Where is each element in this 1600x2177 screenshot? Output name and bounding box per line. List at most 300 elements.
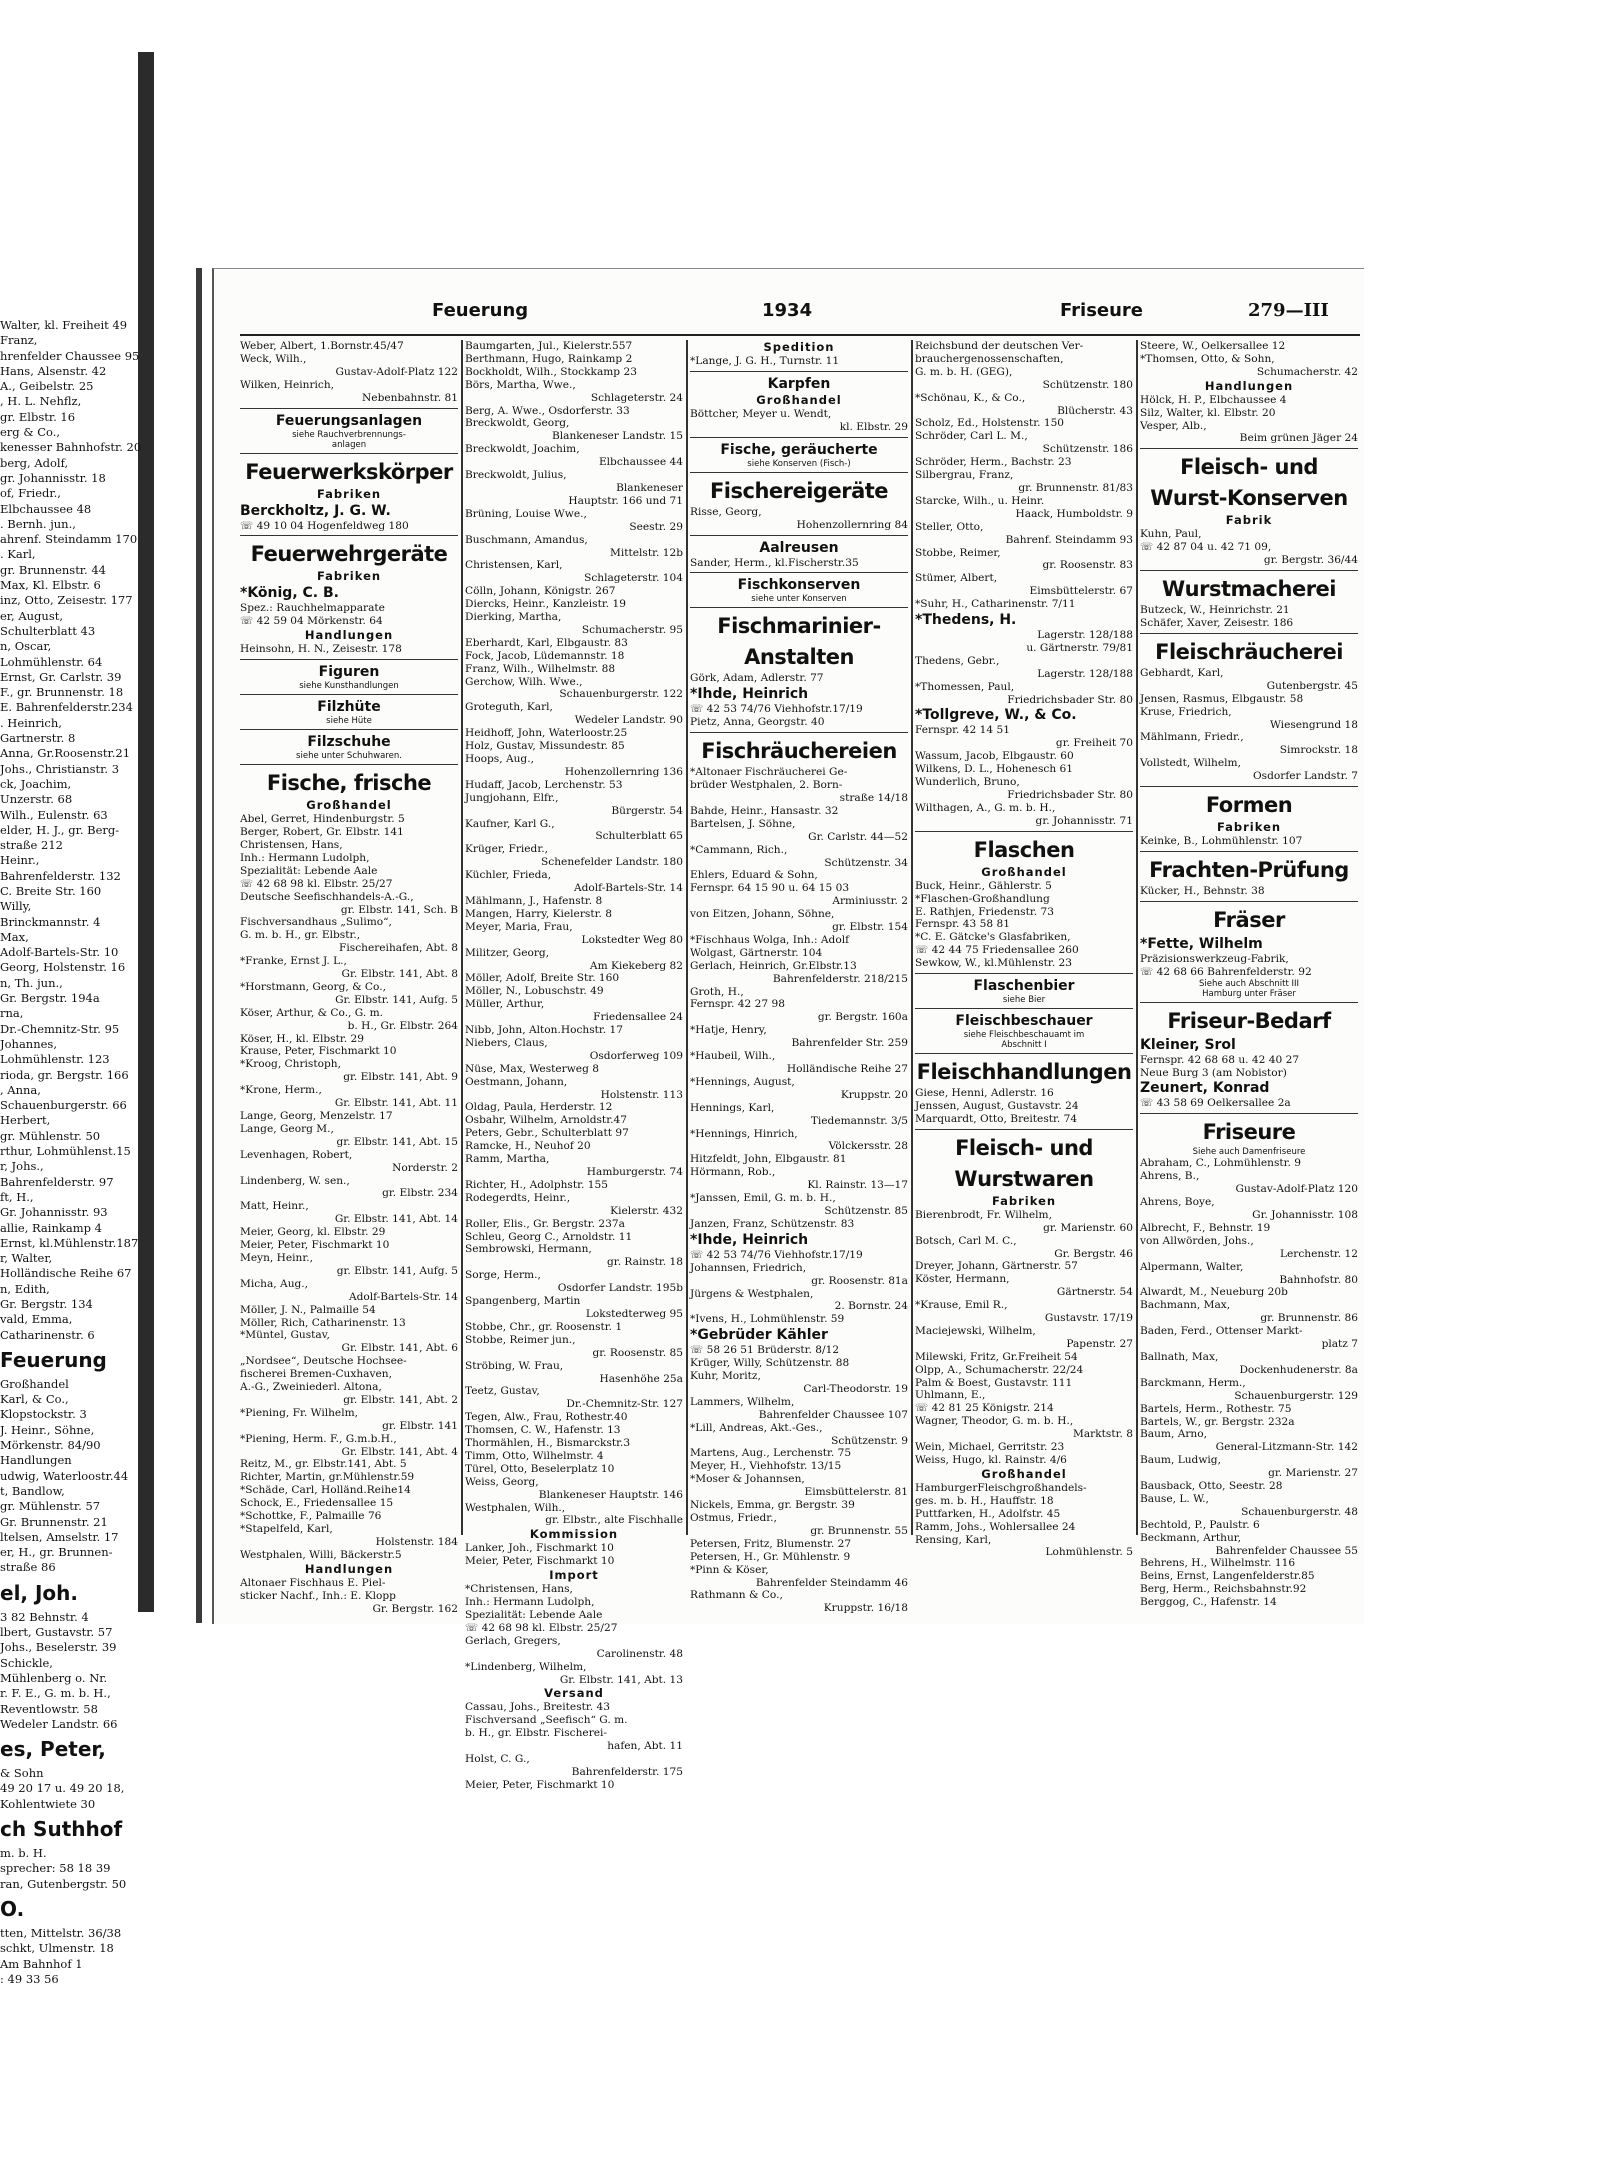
subcategory-heading: Fabriken <box>991 1193 1057 1208</box>
column-3 <box>690 340 908 1615</box>
crossref-heading: Figuren <box>318 664 380 681</box>
entry-line: Wilthagen, A., G. m. b. H., <box>915 801 1056 814</box>
crossref-note: Hamburg unter Fräser <box>1202 988 1296 999</box>
entry-line: *Suhr, H., Catharinenstr. 7/11 <box>915 598 1076 611</box>
entry-line: Adolf-Bartels-Str. 10 <box>0 945 119 960</box>
entry-line: Georg, Holstenstr. 16 <box>0 960 126 975</box>
entry-line: Reitz, M., gr. Elbstr.141, Abt. 5 <box>240 1458 407 1471</box>
entry-line: Gr. Johannisstr. 93 <box>0 1205 108 1220</box>
entry-line: ges. m. b. H., Hauffstr. 18 <box>915 1494 1054 1507</box>
entry-line: ltelsen, Amselstr. 17 <box>0 1529 119 1544</box>
entry-line: Breckwoldt, Julius, <box>465 469 567 482</box>
separator-rule <box>240 764 458 765</box>
entry-line: Thedens, Gebr., <box>915 654 1000 667</box>
category-heading: Feuerwerkskörper <box>245 459 453 484</box>
entry-continuation: Gr. Elbstr. 141, Abt. 4 <box>341 1445 458 1458</box>
entry-continuation: Bahrenf. Steindamm 93 <box>1005 533 1133 546</box>
entry-line: . Karl, <box>0 547 36 562</box>
entry-line: Wilh., Eulenstr. 63 <box>0 807 108 822</box>
entry-line: Hans, Alsenstr. 42 <box>0 363 107 378</box>
entry-line: Wein, Michael, Gerritstr. 23 <box>915 1441 1065 1454</box>
entry-line: Ahrens, B., <box>1140 1170 1200 1183</box>
entry-line: ran, Gutenbergstr. 50 <box>0 1876 127 1891</box>
entry-continuation: Blankeneser Hauptstr. 146 <box>538 1488 683 1501</box>
entry-continuation: Kielerstr. 432 <box>610 1204 683 1217</box>
entry-line: Bahrenfelderstr. 132 <box>0 868 121 883</box>
entry-line: Fernspr. 42 68 68 u. 42 40 27 <box>1140 1053 1300 1066</box>
entry-line: Mangen, Harry, Kielerstr. 8 <box>465 907 612 920</box>
entry-continuation: Hamburgerstr. 74 <box>586 1166 683 1178</box>
entry-line: Schäfer, Xaver, Zeisestr. 186 <box>1140 616 1294 629</box>
entry-line: Gr. Bergstr. 134 <box>0 1297 93 1311</box>
entry-line: Schleu, Georg C., Arnoldstr. 11 <box>465 1230 633 1243</box>
entry-line: Uhlmann, E., <box>915 1389 986 1402</box>
entry-continuation: Adolf-Bartels-Str. 14 <box>573 882 683 895</box>
entry-continuation: Bahrenfelderstr. 175 <box>571 1765 683 1778</box>
subcategory-heading: Großhandel <box>306 798 392 813</box>
entry-line: Sander, Herm., kl.Fischerstr.35 <box>690 556 859 569</box>
separator-rule <box>1140 901 1358 902</box>
entry-line: Johannes, <box>0 1036 57 1051</box>
entry-line: Ehlers, Eduard & Sohn, <box>690 869 818 882</box>
entry-continuation: Bürgerstr. 54 <box>611 804 683 817</box>
header-left: Feuerung <box>432 300 529 321</box>
subcategory-heading: Großhandel <box>981 864 1067 879</box>
column-divider <box>461 340 463 1535</box>
entry-line: Beckmann, Arthur, <box>1140 1531 1242 1544</box>
entry-line: Kuhr, Moritz, <box>690 1370 761 1383</box>
entry-line: Lanker, Joh., Fischmarkt 10 <box>465 1542 614 1555</box>
entry-continuation: gr. Elbstr. 141, Aufg. 5 <box>336 1264 458 1277</box>
entry-line: Bierenbrodt, Fr. Wilhelm, <box>915 1208 1052 1221</box>
entry-line: Schröder, Herm., Bachstr. 23 <box>915 456 1072 469</box>
separator-rule <box>1140 851 1358 852</box>
entry-continuation: gr. Freiheit 70 <box>1055 737 1133 750</box>
entry-line: Ramcke, H., Neuhof 20 <box>465 1140 591 1153</box>
entry-highlight: *Ihde, Heinrich <box>690 686 809 703</box>
subcategory-heading: Fabriken <box>1216 820 1282 835</box>
entry-line: Müller, Arthur, <box>465 998 545 1011</box>
entry-continuation: Gustav-Adolf-Platz 120 <box>1235 1183 1358 1196</box>
entry-line: Lohmühlenstr. 64 <box>0 654 103 669</box>
entry-line: Krüger, Friedr., <box>465 843 548 856</box>
entry-line: Reventlowstr. 58 <box>0 1701 98 1716</box>
entry-line: *Lindenberg, Wilhelm, <box>465 1660 587 1673</box>
entry-line: Weber, Albert, 1.Bornstr.45/47 <box>240 340 404 352</box>
entry-continuation: Carl-Theodorstr. 19 <box>803 1382 908 1395</box>
entry-line: Spezialität: Lebende Aale <box>465 1609 603 1621</box>
entry-line: Holländische Reihe 67 <box>0 1266 132 1281</box>
crossref-note: siehe Hüte <box>326 716 372 727</box>
entry-line: Großhandel <box>0 1376 69 1391</box>
entry-continuation: gr. Rainstr. 18 <box>607 1256 683 1269</box>
column-5 <box>1140 340 1358 1609</box>
entry-line: G. m. b. H. (GEG), <box>915 365 1013 378</box>
entry-line: ☏ 42 81 25 Königstr. 214 <box>915 1402 1054 1415</box>
entry-line: *C. E. Gätcke's Glasfabriken, <box>915 931 1071 944</box>
entry-line: Köser, H., kl. Elbstr. 29 <box>240 1032 364 1045</box>
entry-line: gr. Mühlenstr. 50 <box>0 1128 101 1143</box>
entry-continuation: Schlageterstr. 24 <box>590 391 683 404</box>
entry-line: von Eitzen, Johann, Söhne, <box>690 908 835 921</box>
entry-line: Cölln, Johann, Königstr. 267 <box>465 585 616 598</box>
entry-line: Behrens, H., Wilhelmstr. 116 <box>1140 1557 1296 1570</box>
entry-continuation: Lohmühlenstr. 5 <box>1045 1546 1133 1559</box>
entry-line: n, Th. jun., <box>0 975 63 990</box>
entry-line: , Anna, <box>0 1082 41 1097</box>
entry-line: gr. Mühlenstr. 57 <box>0 1499 101 1514</box>
separator-rule <box>240 535 458 536</box>
category-heading: Friseur-Bedarf <box>1167 1008 1331 1033</box>
entry-line: A.-G., Zweiniederl. Altona, <box>240 1381 382 1394</box>
entry-line: rna, <box>0 1006 24 1021</box>
entry-line: J. Heinr., Söhne, <box>0 1422 95 1437</box>
entry-line: Nüse, Max, Westerweg 8 <box>465 1062 599 1075</box>
entry-continuation: Mittelstr. 12b <box>610 546 683 559</box>
entry-line: Nibb, John, Alton.Hochstr. 17 <box>465 1024 624 1037</box>
entry-line: Hennings, Karl, <box>690 1101 775 1114</box>
entry-line: Wagner, Theodor, G. m. b. H., <box>915 1415 1074 1428</box>
entry-continuation: gr. Elbstr. 141, Abt. 2 <box>343 1393 458 1406</box>
entry-continuation: gr. Bergstr. 160a <box>817 1011 908 1024</box>
entry-continuation: 2. Bornstr. 24 <box>834 1300 908 1313</box>
entry-line: Beins, Ernst, Langenfelderstr.85 <box>1140 1570 1315 1583</box>
entry-line: straße 212 <box>0 838 63 853</box>
entry-continuation: Wedeler Landstr. 90 <box>574 714 683 727</box>
entry-line: Möller, N., Lobuschstr. 49 <box>465 985 604 998</box>
entry-line: Kuhn, Paul, <box>1140 528 1202 541</box>
category-heading: Fischereigeräte <box>709 478 889 503</box>
entry-line: Jungjohann, Elfr., <box>465 791 559 804</box>
entry-line: *Thomsen, Otto, & Sohn, <box>1140 352 1275 365</box>
entry-line: Bahde, Heinr., Hansastr. 32 <box>690 804 839 817</box>
entry-line: Franz, <box>0 333 38 348</box>
entry-continuation: Friedrichsbader Str. 80 <box>1007 789 1133 801</box>
entry-line: Brinckmannstr. 4 <box>0 914 101 929</box>
entry-line: *Schäde, Carl, Holländ.Reihe14 <box>240 1484 411 1497</box>
entry-line: Nickels, Emma, gr. Bergstr. 39 <box>690 1499 855 1512</box>
entry-line: Gr. Bergstr. 194a <box>0 991 100 1006</box>
crossref-note: siehe Konserven (Fisch-) <box>747 458 851 469</box>
crossref-note: siehe Fleischbeschauamt im <box>963 1030 1085 1041</box>
entry-line: Kücker, H., Behnstr. 38 <box>1140 884 1265 897</box>
entry-line: Altonaer Fischhaus E. Piel- <box>240 1576 386 1589</box>
entry-continuation: Eimsbüttelerstr. 81 <box>804 1486 908 1499</box>
section-heading: Feuerung <box>0 1347 107 1372</box>
entry-line: ahrenf. Steindamm 170 <box>0 532 138 547</box>
entry-line: *Janssen, Emil, G. m. b. H., <box>690 1192 836 1205</box>
crossref-heading: Fischkonserven <box>737 577 861 594</box>
entry-line: Holz, Gustav, Missundestr. 85 <box>465 740 625 753</box>
entry-line: Oestmann, Johann, <box>465 1075 568 1088</box>
separator-rule <box>240 729 458 730</box>
entry-line: Osbahr, Wilhelm, Arnoldstr.47 <box>465 1114 627 1127</box>
entry-line: *Hennings, Hinrich, <box>690 1127 798 1140</box>
separator-rule <box>240 659 458 660</box>
entry-continuation: platz 7 <box>1321 1338 1358 1351</box>
entry-line: ck, Joachim, <box>0 776 72 791</box>
entry-line: Sembrowski, Hermann, <box>465 1243 592 1256</box>
entry-line: Ernst, Gr. Carlstr. 39 <box>0 669 122 684</box>
entry-continuation: Lokstedter Weg 80 <box>581 933 683 946</box>
subcategory-heading: Großhandel <box>981 1466 1067 1481</box>
entry-line: Baumgarten, Jul., Kielerstr.557 <box>465 340 633 352</box>
entry-line: Jenssen, August, Gustavstr. 24 <box>915 1099 1079 1112</box>
entry-highlight: *König, C. B. <box>240 585 339 602</box>
crossref-note: Siehe auch Damenfriseure <box>1192 1147 1306 1158</box>
entry-line: Risse, Georg, <box>690 505 762 518</box>
entry-line: udwig, Waterloostr.44 <box>0 1468 129 1483</box>
entry-continuation: Osdorfer Landstr. 195b <box>557 1282 683 1295</box>
separator-rule <box>240 694 458 695</box>
entry-line: Niebers, Claus, <box>465 1036 548 1049</box>
entry-line: n, Edith, <box>0 1281 50 1296</box>
entry-line: Mählmann, Friedr., <box>1140 731 1244 744</box>
entry-line: Matt, Heinr., <box>240 1200 309 1213</box>
category-heading: Fleisch- und <box>1180 455 1318 480</box>
entry-line: Gebhardt, Karl, <box>1140 666 1224 679</box>
entry-line: Marquardt, Otto, Breitestr. 74 <box>915 1112 1078 1125</box>
entry-line: Heidhoff, John, Waterloostr.25 <box>465 727 628 740</box>
separator-rule <box>690 535 908 536</box>
entry-line: Spez.: Rauchhelmapparate <box>240 602 385 615</box>
header-rule <box>240 334 1360 336</box>
entry-line: Buschmann, Amandus, <box>465 533 588 546</box>
separator-rule <box>690 572 908 573</box>
category-heading: Flaschen <box>973 837 1075 862</box>
left-page-fragment <box>0 318 192 1986</box>
entry-line: m. b. H. <box>0 1846 47 1861</box>
entry-line: Berg, A. Wwe., Osdorferstr. 33 <box>465 404 630 417</box>
entry-line: Steller, Otto, <box>915 520 984 533</box>
entry-line: Keinke, B., Lohmühlenstr. 107 <box>1140 835 1303 848</box>
entry-continuation: Gr. Johannisstr. 108 <box>1252 1209 1358 1221</box>
entry-line: ☏ 42 44 75 Friedensallee 260 <box>915 944 1079 957</box>
entry-line: Starcke, Wilh., u. Heinr. <box>915 494 1045 507</box>
separator-rule <box>690 732 908 733</box>
entry-line: er, H., gr. Brunnen- <box>0 1545 113 1560</box>
entry-line: *Franke, Ernst J. L., <box>240 955 347 968</box>
entry-continuation: Dockenhudenerstr. 8a <box>1239 1363 1358 1376</box>
entry-continuation: Bahrenfelder Str. 259 <box>791 1037 908 1050</box>
entry-line: Hörmann, Rob., <box>690 1166 776 1179</box>
entry-line: *Fischhaus Wolga, Inh.: Adolf <box>690 933 850 946</box>
entry-line: Baum, Ludwig, <box>1140 1454 1221 1467</box>
entry-line: *Altonaer Fischräucherei Ge- <box>690 766 848 779</box>
entry-line: Petersen, Fritz, Blumenstr. 27 <box>690 1537 852 1550</box>
entry-continuation: b. H., Gr. Elbstr. 264 <box>347 1019 458 1032</box>
separator-rule <box>1140 1002 1358 1003</box>
entry-line: Barckmann, Herm., <box>1140 1376 1246 1389</box>
entry-continuation: Schlageterstr. 104 <box>584 572 683 585</box>
entry-line: n, Oscar, <box>0 639 52 654</box>
entry-line: Gartnerstr. 8 <box>0 731 76 746</box>
category-heading: Wurstmacherei <box>1162 577 1336 602</box>
entry-line: *Lange, J. G. H., Turnstr. 11 <box>690 355 840 367</box>
entry-continuation: gr. Brunnenstr. 86 <box>1260 1312 1358 1325</box>
entry-line: Wolgast, Gärtnerstr. 104 <box>690 946 823 959</box>
entry-line: Unzerstr. 68 <box>0 792 73 807</box>
entry-continuation: Am Kiekeberg 82 <box>589 959 683 972</box>
entry-line: ☏ 42 53 74/76 Viehhofstr.17/19 <box>690 1248 863 1261</box>
entry-line: Bartels, Herm., Rothestr. 75 <box>1140 1402 1292 1415</box>
subcategory-heading: Spedition <box>763 340 835 354</box>
entry-continuation: Gr. Elbstr. 141, Abt. 14 <box>334 1213 458 1226</box>
entry-line: Giese, Henni, Adlerstr. 16 <box>915 1087 1054 1100</box>
entry-continuation: Osdorferweg 109 <box>589 1049 683 1062</box>
entry-line: ☏ 49 10 04 Hogenfeldweg 180 <box>240 519 409 532</box>
entry-line: Stobbe, Reimer jun., <box>465 1333 576 1346</box>
entry-line: hrenfelder Chaussee 95 <box>0 348 140 363</box>
entry-line: Brüning, Louise Wwe., <box>465 507 587 520</box>
entry-line: *Flaschen-Großhandlung <box>915 892 1050 905</box>
entry-line: Oldag, Paula, Herderstr. 12 <box>465 1101 613 1114</box>
crossref-heading: Fische, geräucherte <box>720 441 878 458</box>
entry-line: Richter, H., Adolphstr. 155 <box>465 1178 608 1191</box>
entry-line: r, Johs., <box>0 1159 44 1174</box>
entry-line: Dierking, Martha, <box>465 611 562 624</box>
entry-continuation: Gutenbergstr. 45 <box>1266 679 1358 692</box>
entry-continuation: Friedensallee 24 <box>593 1011 683 1024</box>
entry-continuation: Gr. Elbstr. 141, Abt. 11 <box>334 1097 458 1110</box>
entry-line: Schulterblatt 43 <box>0 623 96 638</box>
entry-line: Berg, Herm., Reichsbahnstr.92 <box>1140 1583 1307 1596</box>
section-heading: ch Suthhof <box>0 1817 123 1842</box>
subcategory-heading: Versand <box>544 1686 604 1701</box>
entry-continuation: Schauenburgerstr. 122 <box>559 688 683 701</box>
entry-continuation: Gr. Bergstr. 162 <box>372 1602 458 1615</box>
entry-continuation: gr. Roosenstr. 81a <box>811 1274 908 1287</box>
entry-line: vald, Emma, <box>0 1312 73 1327</box>
entry-line: Möller, J. N., Palmaille 54 <box>240 1303 376 1316</box>
entry-line: Ströbing, W. Frau, <box>465 1359 564 1372</box>
header-right: Friseure <box>1060 300 1144 321</box>
entry-line: *Krause, Emil R., <box>915 1299 1008 1312</box>
entry-line: Elbchaussee 48 <box>0 501 92 516</box>
entry-line: *Schottke, F., Palmaille 76 <box>240 1510 382 1523</box>
separator-rule <box>1140 633 1358 634</box>
entry-line: Butzeck, W., Heinrichstr. 21 <box>1140 604 1290 617</box>
entry-line: Bachmann, Max, <box>1140 1299 1231 1312</box>
crossref-note: siehe Rauchverbrennungs- <box>292 429 406 440</box>
entry-line: Ernst, kl.Mühlenstr.187 <box>0 1235 139 1250</box>
entry-line: Heinr., <box>0 853 40 868</box>
entry-continuation: Blankeneser <box>616 481 683 494</box>
entry-line: Weiss, Hugo, kl. Rainstr. 4/6 <box>915 1454 1067 1466</box>
entry-continuation: Osdorfer Landstr. 7 <box>1253 770 1358 783</box>
entry-line: Vollstedt, Wilhelm, <box>1140 757 1241 770</box>
entry-line: Mählmann, J., Hafenstr. 8 <box>465 894 603 907</box>
entry-line: Präzisionswerkzeug-Fabrik, <box>1140 952 1289 965</box>
entry-continuation: gr. Roosenstr. 83 <box>1042 559 1133 572</box>
entry-line: Maciejewski, Wilhelm, <box>915 1324 1036 1337</box>
entry-continuation: gr. Bergstr. 36/44 <box>1263 554 1358 567</box>
entry-line: Kruse, Friedrich, <box>1140 705 1232 718</box>
entry-line: Cassau, Johs., Breitestr. 43 <box>465 1701 610 1714</box>
entry-line: Westphalen, Wilh., <box>465 1501 566 1514</box>
entry-line: *Piening, Herm. F., G.m.b.H., <box>240 1432 397 1445</box>
entry-line: Abel, Gerret, Hindenburgstr. 5 <box>240 813 405 826</box>
entry-line: Peters, Gebr., Schulterblatt 97 <box>465 1127 629 1140</box>
column-2 <box>465 340 683 1792</box>
entry-continuation: Norderstr. 2 <box>392 1161 458 1174</box>
subcategory-heading: Großhandel <box>756 392 842 407</box>
entry-line: Bausback, Otto, Seestr. 28 <box>1140 1480 1283 1493</box>
entry-line: Hitzfeldt, John, Elbgaustr. 81 <box>690 1153 847 1166</box>
entry-line: gr. Johannisstr. 18 <box>0 470 106 485</box>
entry-continuation: Schulterblatt 65 <box>595 830 683 843</box>
entry-line: : 49 33 56 <box>0 1971 59 1986</box>
entry-line: von Allwörden, Johs., <box>1140 1234 1254 1247</box>
entry-line: schkt, Ulmenstr. 18 <box>0 1941 114 1956</box>
entry-line: gr. Elbstr. 16 <box>0 409 76 424</box>
separator-rule <box>1140 786 1358 787</box>
crossref-heading: Flaschenbier <box>973 978 1075 995</box>
entry-line: Bartelsen, J. Söhne, <box>690 817 796 830</box>
entry-line: Tegen, Alw., Frau, Rothestr.40 <box>465 1411 628 1424</box>
entry-line: Köser, Arthur, & Co., G. m. <box>240 1006 384 1019</box>
entry-line: Janzen, Franz, Schützenstr. 83 <box>690 1217 855 1230</box>
separator-rule <box>240 453 458 454</box>
separator-rule <box>690 607 908 608</box>
entry-line: G. m. b. H., gr. Elbstr., <box>240 929 361 942</box>
entry-line: Eberhardt, Karl, Elbgaustr. 83 <box>465 636 628 649</box>
entry-line: Rensing, Karl, <box>915 1533 992 1546</box>
entry-line: Weiss, Georg, <box>465 1475 539 1488</box>
category-heading: Fräser <box>1213 907 1285 932</box>
entry-line: . Heinrich, <box>0 715 62 730</box>
entry-line: Johannsen, Friedrich, <box>690 1261 807 1274</box>
entry-continuation: Hauptstr. 166 und 71 <box>568 494 683 507</box>
entry-line: Hölck, H. P., Elbchaussee 4 <box>1140 393 1287 406</box>
subcategory-heading: Handlungen <box>304 628 394 643</box>
entry-continuation: Dr.-Chemnitz-Str. 127 <box>566 1398 683 1411</box>
entry-continuation: gr. Elbstr. 141 <box>382 1419 458 1432</box>
entry-line: Neue Burg 3 (am Nobistor) <box>1140 1066 1287 1079</box>
entry-line: Inh.: Hermann Ludolph, <box>240 851 370 864</box>
category-heading: Friseure <box>1202 1120 1296 1145</box>
separator-rule <box>240 408 458 409</box>
entry-line: sprecher: 58 18 39 <box>0 1861 111 1876</box>
entry-line: & Sohn <box>0 1766 44 1781</box>
entry-line: „Nordsee“, Deutsche Hochsee- <box>240 1355 407 1368</box>
entry-continuation: Bahrenfelder Chaussee 107 <box>758 1408 908 1421</box>
separator-rule <box>915 1008 1133 1009</box>
entry-continuation: Schützenstr. 9 <box>831 1434 908 1447</box>
entry-line: Martens, Aug., Lerchenstr. 75 <box>690 1447 852 1460</box>
entry-continuation: Adolf-Bartels-Str. 14 <box>348 1290 458 1303</box>
entry-line: Meier, Peter, Fischmarkt 10 <box>465 1555 615 1568</box>
entry-line: *Cammann, Rich., <box>690 843 788 856</box>
entry-line: Spezialität: Lebende Aale <box>240 864 378 877</box>
entry-line: Lindenberg, W. sen., <box>240 1174 350 1187</box>
section-heading: O. <box>0 1896 25 1921</box>
entry-line: Wedeler Landstr. 66 <box>0 1716 118 1731</box>
entry-highlight: *Gebrüder Kähler <box>690 1327 828 1344</box>
entry-line: b. H., gr. Elbstr. Fischerei- <box>465 1727 608 1740</box>
entry-line: Bechtold, P., Paulstr. 6 <box>1140 1518 1260 1531</box>
entry-line: Christensen, Hans, <box>240 838 343 851</box>
category-heading: Fleischhandlungen <box>916 1060 1132 1085</box>
entry-continuation: Friedrichsbader Str. 80 <box>1007 693 1133 706</box>
entry-continuation: Hohenzollernring 84 <box>796 518 908 531</box>
entry-line: Berthmann, Hugo, Rainkamp 2 <box>465 352 633 365</box>
entry-line: *Moser & Johannsen, <box>690 1473 805 1486</box>
entry-line: Kohlentwiete 30 <box>0 1796 96 1811</box>
entry-line: Breckwoldt, Georg, <box>465 417 570 430</box>
entry-line: *Hatje, Henry, <box>690 1024 767 1037</box>
entry-line: Jürgens & Westphalen, <box>690 1287 814 1300</box>
